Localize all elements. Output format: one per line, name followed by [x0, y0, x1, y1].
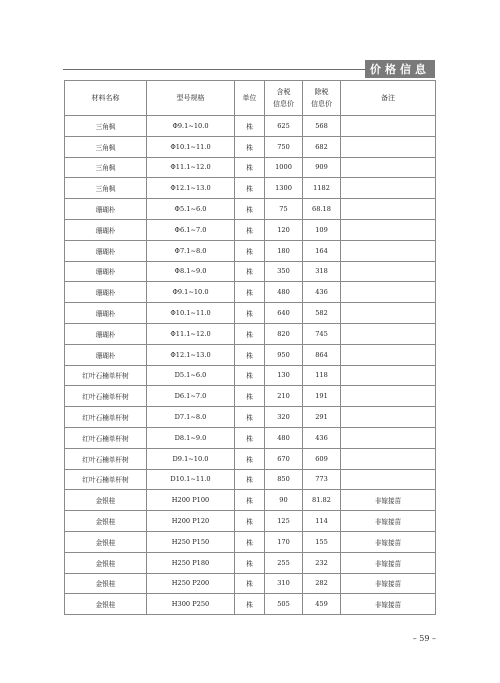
cell-material-name: 三角枫 — [65, 116, 147, 137]
cell-price-with-tax: 625 — [265, 116, 303, 137]
cell-note — [341, 219, 436, 240]
table-row — [65, 552, 436, 573]
cell-unit: 株 — [235, 427, 265, 448]
cell-spec: Φ9.1~10.0 — [147, 282, 235, 303]
cell-material-name: 珊瑚朴 — [65, 240, 147, 261]
cell-material-name: 金银桂 — [65, 490, 147, 511]
cell-note — [341, 323, 436, 344]
cell-spec: H250 P150 — [147, 531, 235, 552]
cell-price-with-tax: 1000 — [265, 157, 303, 178]
cell-price-with-tax: 120 — [265, 219, 303, 240]
table-row — [65, 448, 436, 469]
cell-note — [341, 365, 436, 386]
cell-unit: 株 — [235, 199, 265, 220]
cell-material-name: 红叶石楠单杆树 — [65, 386, 147, 407]
cell-unit: 株 — [235, 178, 265, 199]
cell-price-without-tax: 1182 — [303, 178, 341, 199]
table-row — [65, 511, 436, 532]
cell-note — [341, 407, 436, 428]
table-row — [65, 136, 436, 157]
cell-note — [341, 282, 436, 303]
cell-price-with-tax: 505 — [265, 594, 303, 615]
section-title-badge: 价格信息 — [365, 60, 435, 78]
table-row — [65, 303, 436, 324]
cell-price-with-tax: 170 — [265, 531, 303, 552]
table-row — [65, 323, 436, 344]
cell-price-with-tax: 850 — [265, 469, 303, 490]
cell-price-with-tax: 90 — [265, 490, 303, 511]
cell-unit: 株 — [235, 344, 265, 365]
cell-note: 非嫁接苗 — [341, 594, 436, 615]
cell-material-name: 珊瑚朴 — [65, 303, 147, 324]
cell-price-with-tax: 255 — [265, 552, 303, 573]
page-number: – 59 – — [412, 634, 436, 643]
cell-note — [341, 240, 436, 261]
cell-price-without-tax: 109 — [303, 219, 341, 240]
header-note: 备注 — [341, 81, 436, 116]
cell-price-with-tax: 75 — [265, 199, 303, 220]
cell-spec: H250 P200 — [147, 573, 235, 594]
cell-price-without-tax: 155 — [303, 531, 341, 552]
cell-price-without-tax: 459 — [303, 594, 341, 615]
cell-price-with-tax: 310 — [265, 573, 303, 594]
cell-price-without-tax: 118 — [303, 365, 341, 386]
cell-material-name: 红叶石楠单杆树 — [65, 407, 147, 428]
table-row — [65, 531, 436, 552]
table-row — [65, 157, 436, 178]
cell-spec: Φ11.1~12.0 — [147, 323, 235, 344]
cell-price-with-tax: 350 — [265, 261, 303, 282]
cell-material-name: 珊瑚朴 — [65, 344, 147, 365]
cell-material-name: 金银桂 — [65, 531, 147, 552]
cell-price-without-tax: 909 — [303, 157, 341, 178]
cell-note — [341, 157, 436, 178]
cell-spec: H200 P100 — [147, 490, 235, 511]
table-body — [65, 116, 436, 615]
cell-price-without-tax: 164 — [303, 240, 341, 261]
cell-material-name: 珊瑚朴 — [65, 282, 147, 303]
cell-material-name: 三角枫 — [65, 157, 147, 178]
cell-spec: Φ8.1~9.0 — [147, 261, 235, 282]
header-price-with-tax — [265, 81, 303, 116]
cell-spec: D9.1~10.0 — [147, 448, 235, 469]
cell-price-without-tax: 682 — [303, 136, 341, 157]
table-row — [65, 469, 436, 490]
table-row — [65, 219, 436, 240]
header-price-with-tax-line1: 含税 — [276, 88, 291, 96]
header-material-name: 材料名称 — [65, 81, 147, 116]
cell-unit: 株 — [235, 282, 265, 303]
price-table — [64, 80, 436, 615]
header-spec: 型号规格 — [147, 81, 235, 116]
table-row — [65, 199, 436, 220]
cell-price-with-tax: 950 — [265, 344, 303, 365]
cell-note: 非嫁接苗 — [341, 511, 436, 532]
cell-unit: 株 — [235, 157, 265, 178]
cell-spec: Φ10.1~11.0 — [147, 136, 235, 157]
table-row — [65, 116, 436, 137]
header-rule — [63, 69, 365, 70]
cell-spec: Φ9.1~10.0 — [147, 116, 235, 137]
cell-price-without-tax: 582 — [303, 303, 341, 324]
cell-spec: Φ7.1~8.0 — [147, 240, 235, 261]
table-row — [65, 365, 436, 386]
cell-note — [341, 303, 436, 324]
cell-price-without-tax: 282 — [303, 573, 341, 594]
cell-material-name: 珊瑚朴 — [65, 199, 147, 220]
cell-unit: 株 — [235, 116, 265, 137]
cell-price-without-tax: 81.82 — [303, 490, 341, 511]
cell-spec: H250 P180 — [147, 552, 235, 573]
cell-price-with-tax: 670 — [265, 448, 303, 469]
cell-material-name: 三角枫 — [65, 136, 147, 157]
cell-price-with-tax: 480 — [265, 427, 303, 448]
cell-unit: 株 — [235, 323, 265, 344]
header-price-without-tax — [303, 81, 341, 116]
cell-price-without-tax: 864 — [303, 344, 341, 365]
cell-price-with-tax: 180 — [265, 240, 303, 261]
cell-spec: D6.1~7.0 — [147, 386, 235, 407]
cell-material-name: 红叶石楠单杆树 — [65, 427, 147, 448]
header-price-without-tax-line1: 除税 — [314, 88, 329, 96]
cell-note — [341, 386, 436, 407]
cell-price-with-tax: 320 — [265, 407, 303, 428]
cell-material-name: 红叶石楠单杆树 — [65, 365, 147, 386]
cell-unit: 株 — [235, 407, 265, 428]
cell-note — [341, 136, 436, 157]
cell-note: 非嫁接苗 — [341, 552, 436, 573]
cell-material-name: 金银桂 — [65, 573, 147, 594]
cell-unit: 株 — [235, 490, 265, 511]
cell-spec: Φ12.1~13.0 — [147, 178, 235, 199]
cell-price-without-tax: 318 — [303, 261, 341, 282]
cell-note — [341, 427, 436, 448]
cell-spec: Φ6.1~7.0 — [147, 219, 235, 240]
cell-price-with-tax: 820 — [265, 323, 303, 344]
cell-unit: 株 — [235, 531, 265, 552]
cell-spec: H200 P120 — [147, 511, 235, 532]
cell-unit: 株 — [235, 219, 265, 240]
cell-unit: 株 — [235, 511, 265, 532]
header-unit: 单位 — [235, 81, 265, 116]
table-header-row — [65, 81, 436, 116]
cell-unit: 株 — [235, 365, 265, 386]
price-table-container — [64, 80, 435, 615]
cell-price-with-tax: 480 — [265, 282, 303, 303]
table-row — [65, 261, 436, 282]
table-row — [65, 573, 436, 594]
cell-note — [341, 178, 436, 199]
cell-note: 非嫁接苗 — [341, 490, 436, 511]
cell-unit: 株 — [235, 448, 265, 469]
cell-price-with-tax: 130 — [265, 365, 303, 386]
cell-price-with-tax: 125 — [265, 511, 303, 532]
header-price-without-tax-line2: 信息价 — [311, 100, 332, 108]
cell-material-name: 珊瑚朴 — [65, 219, 147, 240]
cell-note — [341, 344, 436, 365]
cell-unit: 株 — [235, 469, 265, 490]
cell-unit: 株 — [235, 240, 265, 261]
table-row — [65, 282, 436, 303]
table-row — [65, 386, 436, 407]
cell-material-name: 金银桂 — [65, 552, 147, 573]
table-row — [65, 427, 436, 448]
table-row — [65, 407, 436, 428]
cell-material-name: 红叶石楠单杆树 — [65, 448, 147, 469]
cell-spec: D5.1~6.0 — [147, 365, 235, 386]
cell-note — [341, 448, 436, 469]
cell-price-without-tax: 436 — [303, 427, 341, 448]
cell-price-without-tax: 114 — [303, 511, 341, 532]
cell-spec: Φ10.1~11.0 — [147, 303, 235, 324]
cell-price-with-tax: 210 — [265, 386, 303, 407]
cell-unit: 株 — [235, 594, 265, 615]
cell-spec: D7.1~8.0 — [147, 407, 235, 428]
table-row — [65, 594, 436, 615]
cell-price-without-tax: 609 — [303, 448, 341, 469]
cell-unit: 株 — [235, 303, 265, 324]
cell-note: 非嫁接苗 — [341, 573, 436, 594]
cell-spec: Φ11.1~12.0 — [147, 157, 235, 178]
cell-material-name: 珊瑚朴 — [65, 323, 147, 344]
cell-note — [341, 199, 436, 220]
table-row — [65, 240, 436, 261]
table-row — [65, 178, 436, 199]
cell-price-without-tax: 191 — [303, 386, 341, 407]
cell-price-without-tax: 68.18 — [303, 199, 341, 220]
header-price-with-tax-line2: 信息价 — [273, 100, 294, 108]
cell-price-without-tax: 773 — [303, 469, 341, 490]
cell-spec: Φ5.1~6.0 — [147, 199, 235, 220]
cell-unit: 株 — [235, 136, 265, 157]
table-row — [65, 490, 436, 511]
cell-material-name: 红叶石楠单杆树 — [65, 469, 147, 490]
cell-material-name: 金银桂 — [65, 594, 147, 615]
cell-price-without-tax: 745 — [303, 323, 341, 344]
cell-note — [341, 469, 436, 490]
cell-unit: 株 — [235, 573, 265, 594]
cell-price-without-tax: 232 — [303, 552, 341, 573]
table-row — [65, 344, 436, 365]
cell-unit: 株 — [235, 552, 265, 573]
cell-material-name: 三角枫 — [65, 178, 147, 199]
cell-material-name: 珊瑚朴 — [65, 261, 147, 282]
cell-price-with-tax: 1300 — [265, 178, 303, 199]
cell-note: 非嫁接苗 — [341, 531, 436, 552]
cell-note — [341, 116, 436, 137]
cell-price-with-tax: 640 — [265, 303, 303, 324]
cell-unit: 株 — [235, 386, 265, 407]
cell-price-without-tax: 568 — [303, 116, 341, 137]
cell-spec: Φ12.1~13.0 — [147, 344, 235, 365]
cell-spec: D8.1~9.0 — [147, 427, 235, 448]
cell-price-without-tax: 436 — [303, 282, 341, 303]
cell-spec: H300 P250 — [147, 594, 235, 615]
cell-unit: 株 — [235, 261, 265, 282]
cell-note — [341, 261, 436, 282]
cell-material-name: 金银桂 — [65, 511, 147, 532]
cell-price-with-tax: 750 — [265, 136, 303, 157]
cell-spec: D10.1~11.0 — [147, 469, 235, 490]
cell-price-without-tax: 291 — [303, 407, 341, 428]
